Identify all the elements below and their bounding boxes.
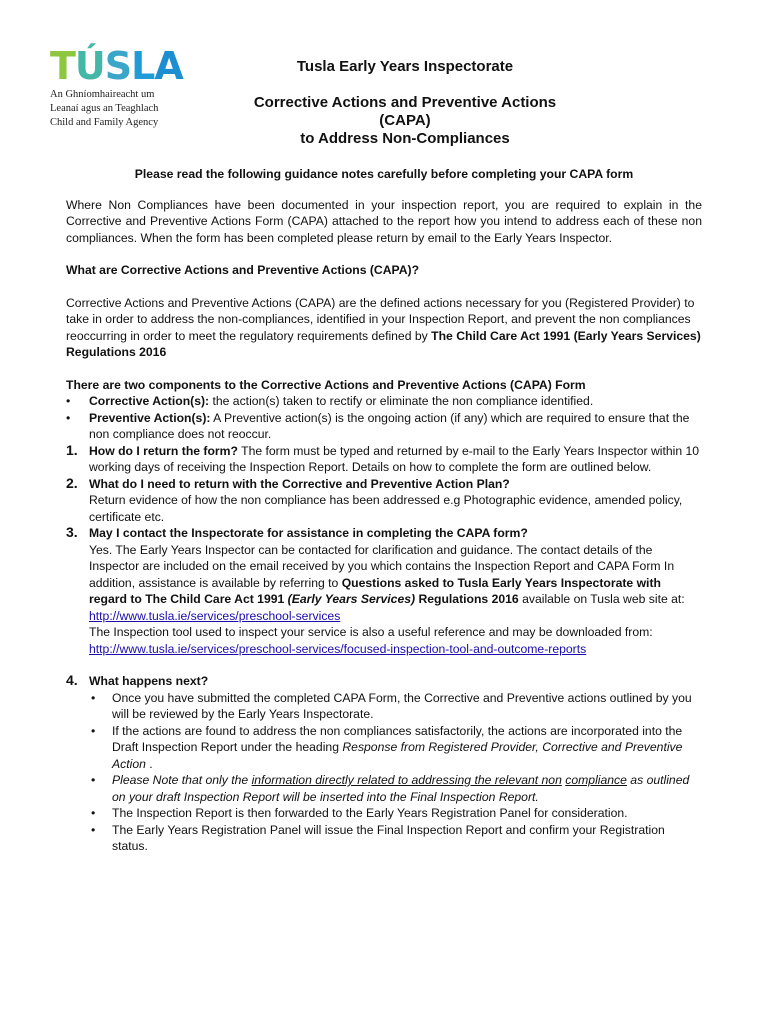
capa-definition-text (66, 295, 702, 361)
document-body (66, 166, 702, 855)
faq-question: How do I return the form? (89, 443, 238, 458)
faq-number: 3. (66, 524, 78, 540)
list-item (66, 393, 702, 410)
components-list (66, 393, 702, 443)
faq-number: 4. (66, 672, 78, 688)
logo-letter: T (50, 44, 75, 88)
component-term: Corrective Action(s): (89, 394, 210, 408)
list-item (66, 410, 702, 443)
logo-letter: S (104, 44, 132, 88)
faq-reference-italic: (Early Years Services) (287, 592, 416, 606)
inspection-tool-link[interactable]: http://www.tusla.ie/services/preschool-services/focused-inspection-tool-and-outcome-reports (89, 641, 587, 656)
logo-letter: A (154, 44, 183, 88)
faq-item (66, 525, 702, 657)
capa-definition-heading: What are Corrective Actions and Preventive Actions (CAPA)? (66, 263, 420, 277)
list-item: • Once you have submitted the completed CAPA Form, the Corrective and Preventive actions outlined by you will be reviewed by the Early Years Inspectorate. (89, 690, 702, 723)
guidance-heading: Please read the following guidance notes carefully before completing your CAPA form (134, 167, 634, 181)
tusla-logo (50, 46, 200, 128)
faq-question: May I contact the Inspectorate for assistance in completing the CAPA form? (89, 526, 528, 540)
faq-question: What do I need to return with the Corrective and Preventive Action Plan? (89, 476, 510, 491)
intro-paragraph: Where Non Compliances have been documented in your inspection report, you are required to explain in the Corrective and Preventive Actions Form (CAPA) attached to the report how you intend to address each of these non compliances. When the form has been completed please return by email to the Early Years Inspector. (66, 197, 702, 245)
list-item: • The Early Years Registration Panel will issue the Final Inspection Report and confirm your Registration status. (89, 822, 702, 855)
subtitle-line: Corrective Actions and Preventive Actions (CAPA) (253, 94, 557, 129)
faq-answer: The form must be typed and returned by e-mail to the Early Years Inspector within 10 working days of receiving the Inspection Report. Details on how to complete the form are outlined below. (89, 443, 700, 474)
act-reference: The Child Care Act 1991 (Early Years Services) Regulations 2016 (66, 328, 701, 359)
page-subtitle (230, 94, 580, 148)
list-item: • The Inspection Report is then forwarded to the Early Years Registration Panel for consideration. (89, 805, 702, 822)
component-desc: A Preventive action(s) is the ongoing action (if any) which are required to ensure that the non compliance does not reoccur. (89, 410, 690, 441)
note-underline: information directly related to addressing the relevant non (251, 773, 562, 787)
note-underline: compliance (565, 773, 627, 787)
faq-reference: Questions asked to Tusla Early Years Inspectorate with regard to The Child Care Act 1991 (89, 575, 661, 606)
faq-number: 1. (66, 441, 78, 458)
note-text-end: as outlined on your draft Inspection Report will be inserted into the Final Inspection Report. (112, 773, 690, 804)
logo-subtitle-line: Child and Family Agency (50, 117, 159, 128)
faq-answer: Yes. The Early Years Inspector can be contacted for clarification and guidance. The contact details of the Inspector are included on the email received by you which contains the Inspection Report and CAPA Form In addition, assistance is available by referring to (89, 542, 675, 590)
component-desc: the action(s) taken to rectify or eliminate the non compliance identified. (209, 394, 594, 408)
faq-item (66, 443, 702, 476)
faq-item (66, 673, 702, 855)
note-text: Please Note that only the (112, 773, 252, 787)
components-heading: There are two components to the Corrective Actions and Preventive Actions (CAPA) Form (66, 377, 586, 392)
page-title: Tusla Early Years Inspectorate (296, 58, 514, 75)
preschool-services-link[interactable]: http://www.tusla.ie/services/preschool-services (89, 608, 341, 623)
logo-subtitle-line: Leanaí agus an Teaghlach (50, 103, 159, 114)
next-step-text: If the actions are found to address the non compliances satisfactorily, the actions are incorporated into the Draft Inspection Report under the heading (112, 723, 683, 754)
logo-letter: Ú (74, 44, 105, 88)
next-step-heading-ref: Response from Registered Provider, Corrective and Preventive Action (112, 740, 683, 771)
faq-list (66, 443, 702, 855)
logo-subtitle-line: An Ghníomhaireacht um (50, 89, 155, 100)
next-steps-list (89, 690, 702, 855)
faq-answer: The Inspection tool used to inspect your service is also a useful reference and may be downloaded from: (89, 625, 653, 639)
faq-reference-end: Regulations 2016 (415, 592, 519, 606)
definition-text: Corrective Actions and Preventive Actions (CAPA) are the defined actions necessary for you (Registered Provider) to take in order to address the non-compliances, identified in your Inspection Report, and prevent the non compliances reoccurring in order to meet the regulatory requirements defined by (66, 295, 695, 343)
faq-answer: Return evidence of how the non compliance has been addressed e.g Photographic evidence, amended policy, certificate etc. (89, 493, 683, 524)
subtitle-line: to Address Non-Compliances (300, 130, 510, 147)
component-term: Preventive Action(s): (89, 410, 211, 425)
logo-wordmark (50, 46, 200, 86)
list-item (89, 772, 702, 805)
faq-answer-end: available on Tusla web site at: (518, 592, 685, 606)
list-item (89, 723, 702, 773)
faq-item (66, 476, 702, 526)
logo-letter: L (131, 44, 155, 88)
faq-question: What happens next? (89, 674, 209, 688)
faq-number: 2. (66, 474, 78, 491)
next-step-end: . (145, 756, 153, 771)
